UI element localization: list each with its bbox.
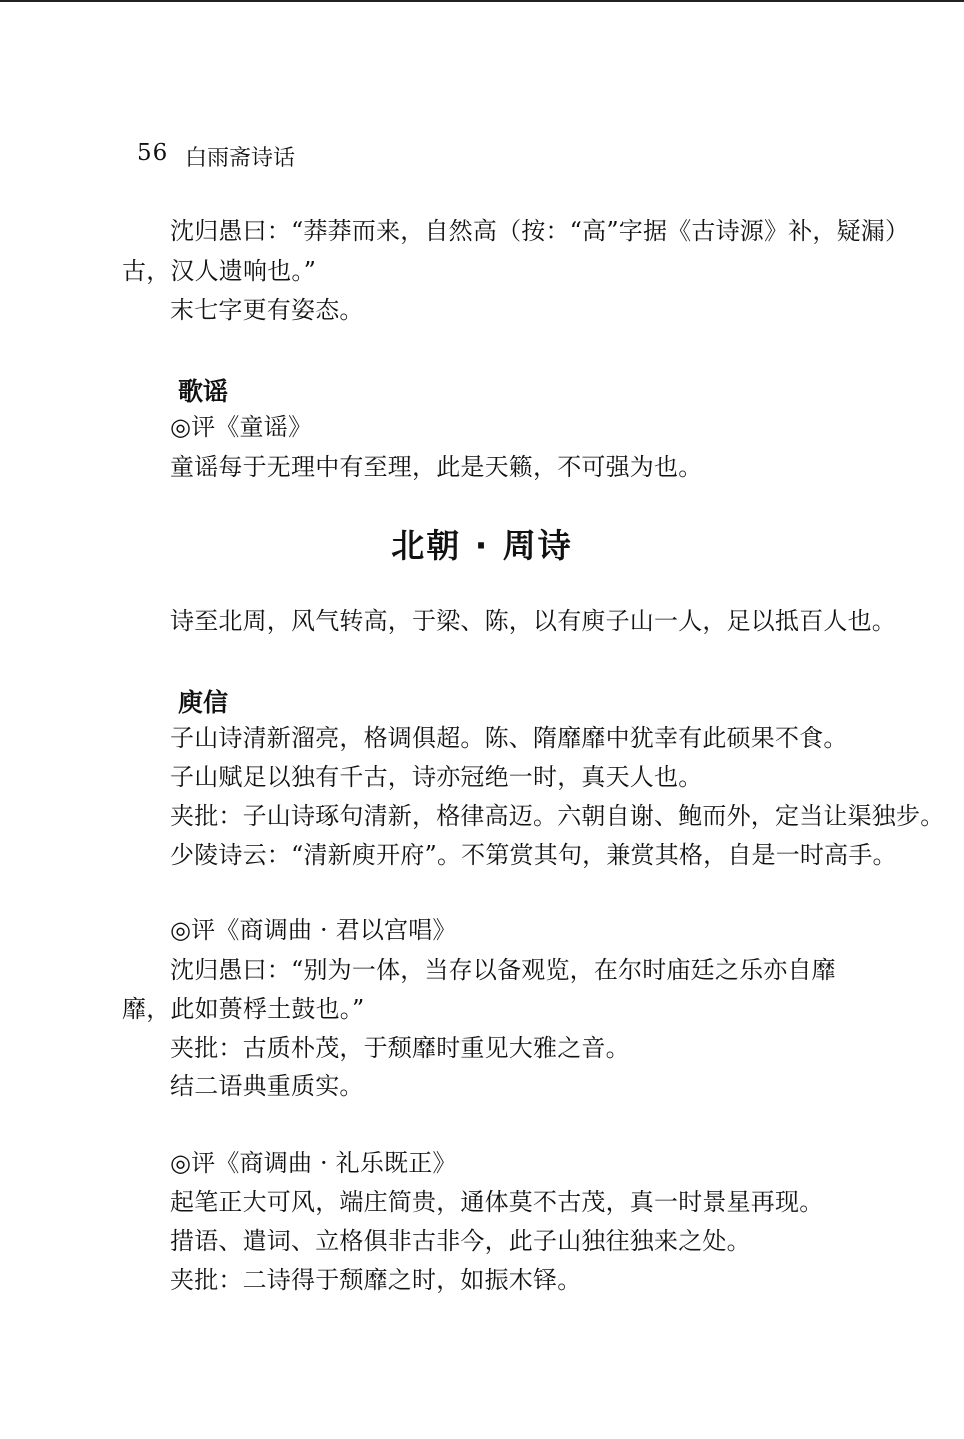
subheading-geyao: 歌谣 (178, 377, 229, 406)
paragraph-line: 靡，此如蒉桴土鼓也。” (122, 995, 365, 1023)
review-title: ◎评《商调曲 · 礼乐既正》 (170, 1149, 457, 1177)
paragraph-line: 诗至北周，风气转高，于梁、陈，以有庾子山一人，足以抵百人也。 (170, 607, 896, 635)
paragraph-line: 夹批：古质朴茂，于颓靡时重见大雅之音。 (170, 1034, 630, 1062)
paragraph-line: 夹批：子山诗琢句清新，格律高迈。六朝自谢、鲍而外，定当让渠独步。 (170, 802, 945, 830)
review-title: ◎评《童谣》 (170, 413, 313, 441)
paragraph-line: 末七字更有姿态。 (170, 296, 364, 324)
section-title: 北朝 · 周诗 (391, 526, 573, 565)
subheading-yuxin: 庾信 (178, 688, 229, 717)
paragraph-line: 子山诗清新溜亮，格调俱超。陈、隋靡靡中犹幸有此硕果不食。 (170, 724, 848, 752)
paragraph-line: 沈归愚曰：“莽莽而来，自然高（按：“高”字据《古诗源》补，疑漏） (170, 217, 910, 245)
paragraph-line: 措语、遣词、立格俱非古非今，此子山独往独来之处。 (170, 1227, 751, 1255)
page-number: 56 (137, 140, 169, 166)
paragraph-line: 夹批：二诗得于颓靡之时，如振木铎。 (170, 1266, 582, 1294)
paragraph-line: 少陵诗云：“清新庾开府”。不第赏其句，兼赏其格，自是一时高手。 (170, 841, 897, 869)
paragraph-line: 起笔正大可风，端庄简贵，通体莫不古茂，真一时景星再现。 (170, 1188, 824, 1216)
top-rule (0, 0, 964, 2)
paragraph-line: 古，汉人遗响也。” (122, 257, 317, 285)
review-title: ◎评《商调曲 · 君以宫唱》 (170, 916, 457, 944)
running-head: 白雨斋诗话 (185, 146, 296, 171)
paragraph-line: 沈归愚曰：“别为一体，当存以备观览，在尔时庙廷之乐亦自靡 (170, 956, 836, 984)
paragraph-line: 子山赋足以独有千古，诗亦冠绝一时，真天人也。 (170, 763, 703, 791)
paragraph-line: 童谣每于无理中有至理，此是天籁，不可强为也。 (170, 453, 703, 481)
paragraph-line: 结二语典重质实。 (170, 1072, 364, 1100)
